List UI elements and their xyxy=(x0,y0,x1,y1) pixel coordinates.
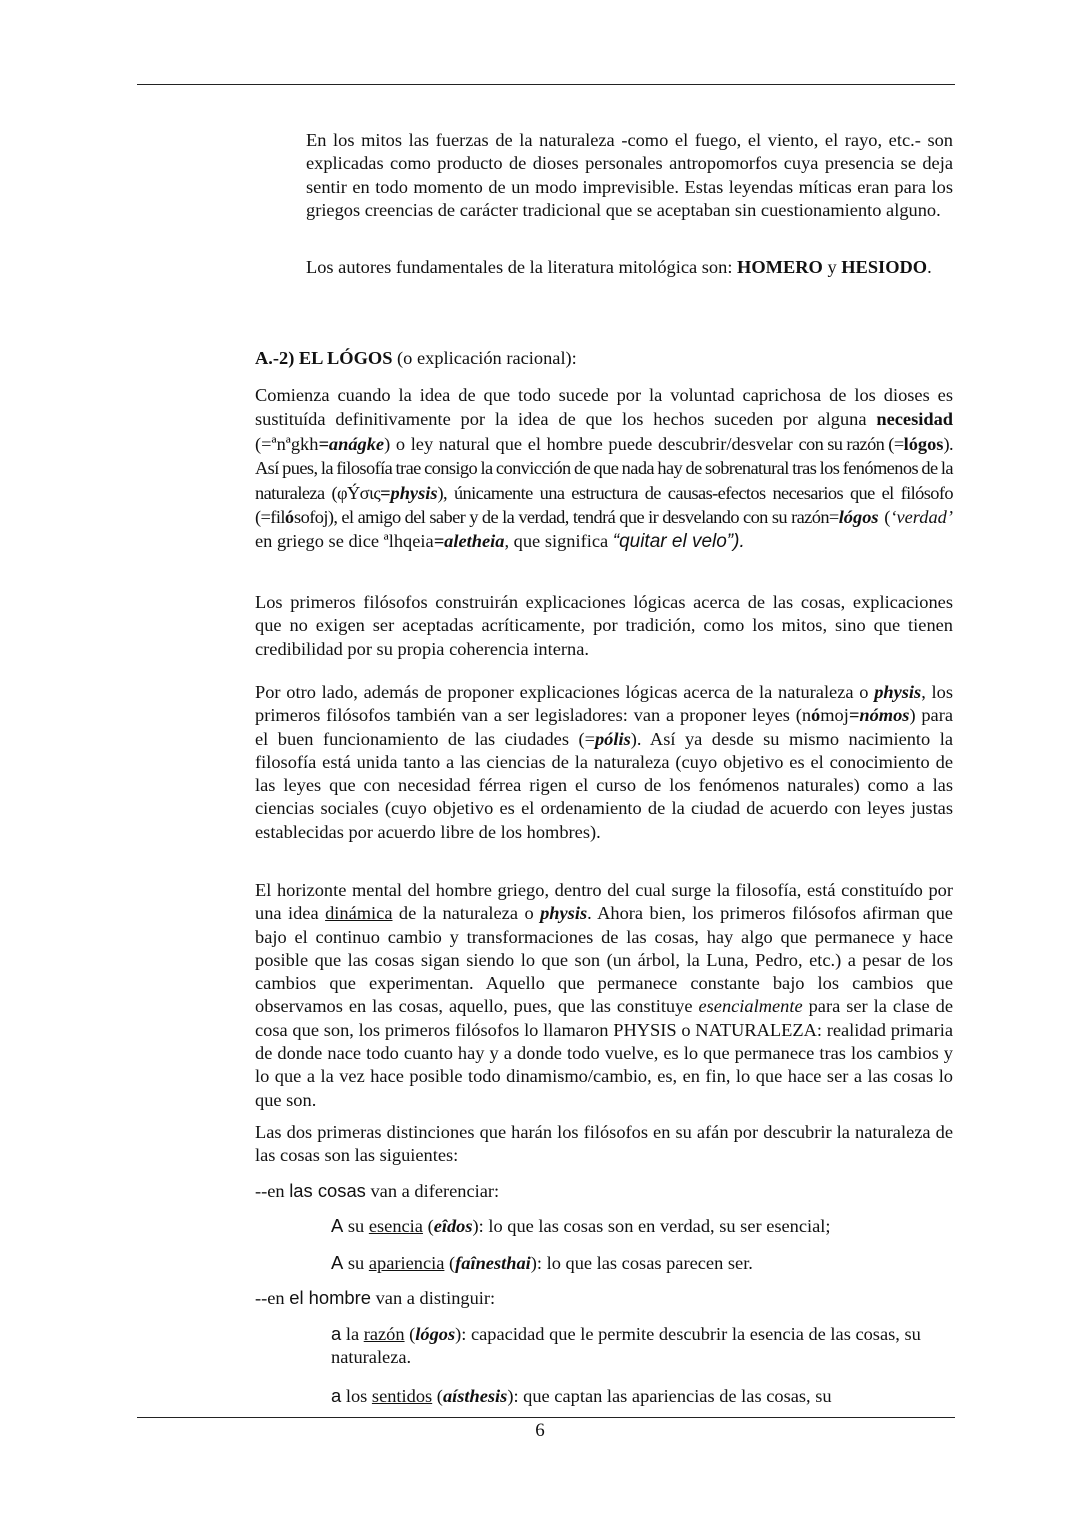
paragraph-primeros xyxy=(255,591,953,661)
list-item-razon xyxy=(331,1322,931,1370)
text-run: para ser la clase de cosa que son, los primeros filósofos lo llamaron PHYSIS o NATURALEZA: realidad primaria de donde nace todo cuanto hay y a donde todo vuelve, es lo que permanece tras los cambios y lo que a la vez hace posible todo dinamismo/cambio, es, en fin, lo que hace ser a las cosas lo que son. xyxy=(255,996,953,1110)
text-run: la xyxy=(341,1324,364,1344)
paragraph-autores xyxy=(306,256,953,279)
footer-rule xyxy=(137,1417,955,1418)
text-run: van a distinguir: xyxy=(371,1288,496,1308)
text-run: van a diferenciar: xyxy=(365,1181,500,1201)
section-heading-logos xyxy=(255,347,953,370)
text-run: sofoj), el amigo del saber y de la verdad, tendrá que ir desvelando con su razón= xyxy=(294,507,839,528)
text-run: =nómos xyxy=(848,705,910,726)
text-run: en griego se dice ªlhqeia xyxy=(255,531,434,552)
text-run: HOMERO xyxy=(737,257,823,277)
text-run: ). Así pues, la filosofía trae consigo la convicción de que nada hay de sobrenatural tras los fenómenos de la naturaleza (φÝσις xyxy=(255,433,953,503)
text-run: --en xyxy=(255,1181,290,1201)
text-run: ), únicamente una estructura de causas-efectos necesarios que el filósofo (=fil xyxy=(255,482,954,528)
text-run: =aletheia xyxy=(433,531,505,552)
text-run: ( xyxy=(444,1253,456,1273)
text-run: Por otro lado, además de proponer explicaciones lógicas acerca de la naturaleza o xyxy=(255,682,875,702)
text-run: ) o ley natural que el hombre puede descubrir/desvelar xyxy=(384,433,799,454)
text-run: dinámica xyxy=(325,903,393,924)
text-run: . xyxy=(927,257,932,277)
text-run: Los autores fundamentales de la literatura mitológica son: xyxy=(306,257,738,277)
list-item-apariencia xyxy=(331,1251,931,1275)
text-run: el hombre xyxy=(289,1287,371,1308)
text-run: las cosas xyxy=(289,1180,366,1201)
text-run: ( xyxy=(422,1216,434,1236)
text-run: En los mitos las fuerzas de la naturaleza -como el fuego, el viento, el rayo, etc.- son explicadas como producto de dioses personales antropomorfos cuya presencia se deja sentir en todo momento de un modo imprevisible. Estas leyendas míticas eran para los griegos creencias de carácter tradicional que se aceptaban sin cuestionamiento alguno. xyxy=(306,130,953,220)
page-number: 6 xyxy=(535,1420,545,1441)
text-run: “quitar el velo”). xyxy=(612,531,745,553)
text-run: a xyxy=(331,1323,342,1344)
text-run: lógos xyxy=(903,433,944,454)
text-run: moj xyxy=(820,705,849,726)
text-run: =physis xyxy=(380,482,438,503)
text-run: ): que captan las apariencias de las cosas, su xyxy=(507,1386,832,1406)
text-run: lógos xyxy=(838,507,879,528)
paragraph-distinciones xyxy=(255,1121,953,1168)
text-run: ( xyxy=(404,1324,416,1344)
list-intro-hombre xyxy=(255,1286,953,1310)
text-run: ): lo que las cosas parecen ser. xyxy=(530,1253,753,1273)
text-run: Los primeros filósofos construirán explicaciones lógicas acerca de las cosas, explicaciones que no exigen ser aceptadas acríticamente, por tradición, como los mitos, sino que tienen credibilidad por su propia coherencia interna. xyxy=(255,592,953,659)
text-run: El horizonte mental del hombre griego, dentro del cual surge la filosofía, está constituído por una idea xyxy=(255,880,953,924)
text-run: Comienza cuando la idea de que todo sucede por la voluntad caprichosa de los dioses es sustituída definitivamente por la idea de que los hechos suceden por alguna xyxy=(255,385,953,430)
list-item-esencia xyxy=(331,1214,931,1238)
header-rule xyxy=(137,84,955,85)
text-run: physis xyxy=(540,903,588,924)
text-run: su xyxy=(343,1216,369,1236)
text-run: (o explicación racional): xyxy=(392,348,577,368)
text-run: ): lo que las cosas son en verdad, su ser esencial; xyxy=(472,1216,831,1236)
paragraph-horizonte xyxy=(255,879,953,1112)
text-run: con su razón (= xyxy=(798,433,904,454)
text-run: A.-2) EL LÓGOS xyxy=(255,348,393,368)
text-run: ó xyxy=(284,507,295,528)
text-run: esencia xyxy=(368,1216,423,1236)
text-run: ) para el buen funcionamiento de las ciudades (= xyxy=(255,705,954,749)
text-run: ). Así ya desde su mismo nacimiento la filosofía está unida tanto a las ciencias de la naturaleza (cuyo objetivo es el conocimiento de las leyes que con necesidad férrea rigen el curso de los fenómenos naturales) como a las ciencias sociales (cuyo objetivo es el ordenamiento de la ciudad de acuerdo con leyes justas establecidas por acuerdo libre de los hombres). xyxy=(255,728,953,842)
text-run: A xyxy=(331,1215,344,1236)
text-run: los xyxy=(341,1386,372,1406)
text-run: physis xyxy=(874,682,922,702)
text-run: HESIODO xyxy=(841,257,928,277)
text-run: =anágke xyxy=(318,433,385,454)
paragraph-otro-lado xyxy=(255,681,953,844)
text-run: lógos xyxy=(415,1324,456,1344)
list-intro-cosas xyxy=(255,1179,953,1203)
text-run: aísthesis xyxy=(442,1386,508,1406)
text-run: (=ªnªgkh xyxy=(255,433,319,454)
text-run: pólis xyxy=(594,728,631,749)
text-run: apariencia xyxy=(368,1253,445,1273)
text-run: , que significa xyxy=(504,531,613,552)
text-run: sentidos xyxy=(371,1386,433,1406)
paragraph-mitos xyxy=(306,129,953,222)
text-run: ( xyxy=(432,1386,443,1406)
text-run: y xyxy=(822,257,842,277)
text-run: Las dos primeras distinciones que harán los filósofos en su afán por descubrir la naturaleza de las cosas son las siguientes: xyxy=(255,1122,953,1166)
text-run: , los primeros filósofos también van a ser legisladores: van a proponer leyes (n xyxy=(255,682,953,726)
text-run: su xyxy=(343,1253,369,1273)
text-run: A xyxy=(331,1252,344,1273)
list-item-sentidos xyxy=(331,1384,951,1408)
text-run: ‘verdad’ xyxy=(890,507,953,528)
text-run: ( xyxy=(878,507,891,528)
paragraph-comienza xyxy=(255,383,953,555)
text-run: razón xyxy=(363,1324,405,1344)
text-run: ): capacidad que le permite descubrir la esencia de las cosas, su naturaleza. xyxy=(331,1324,921,1368)
text-run: esencialmente xyxy=(698,996,803,1017)
text-run: necesidad xyxy=(876,409,953,430)
text-run: a xyxy=(331,1385,342,1406)
text-run: eîdos xyxy=(433,1216,473,1236)
text-run: --en xyxy=(255,1288,290,1308)
text-run: faînesthai xyxy=(455,1253,531,1273)
text-run: de la naturaleza o xyxy=(392,903,541,924)
text-run: ó xyxy=(811,705,821,726)
text-run: . Ahora bien, los primeros filósofos afirman que bajo el continuo cambio y transformaciones de las cosas, hay algo que permanece y hace posible que las cosas sigan siendo lo que son (un árbol, la Luna, Pedro, etc.) a pesar de los cambios que experimentan. Aquello que permanece constante bajo los cambios que observamos en las cosas, aquello, pues, que las constituye xyxy=(255,903,953,1017)
